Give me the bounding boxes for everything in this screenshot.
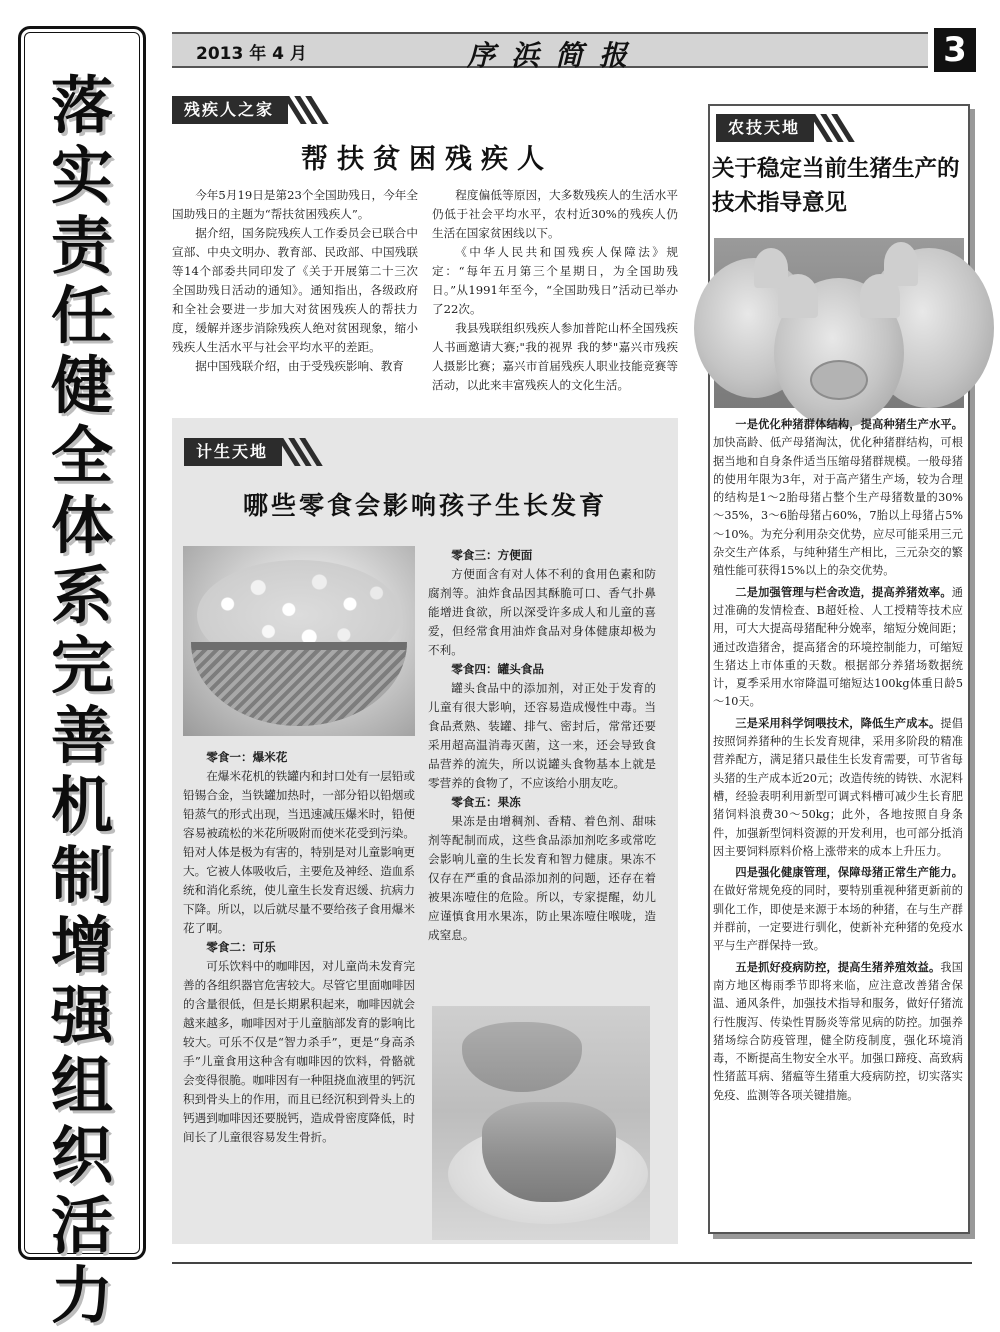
tag-stripes-icon xyxy=(818,114,851,142)
article1-column-2 xyxy=(432,186,678,395)
tag-stripes-icon xyxy=(286,438,319,466)
paragraph-text: 在做好常规免疫的同时，要特别重视种猪更新前的驯化工作，即使是来源于本场的种猪，在与生产群并群前，一定要进行驯化，使新补充种猪的免疫水平与生产群保持一致。 xyxy=(713,884,963,953)
subheading: 零食一：爆米花 xyxy=(206,750,288,764)
section-tag-agri-tech xyxy=(716,114,851,142)
page-number: 3 xyxy=(934,28,976,72)
slogan-panel xyxy=(18,26,146,1332)
subheading: 零食二：可乐 xyxy=(206,940,276,954)
article2-left-column xyxy=(183,748,415,1147)
paragraph: 罐头食品中的添加剂，对正处于发育的儿童有很大影响，还容易造成慢性中毒。当食品煮熟、装罐、排气、密封后，常常还要采用超高温消毒灭菌，这一来，还会导致食品营养的流失，所以说罐头食物基本上就是零营养的食物了，不应该给小朋友吃。 xyxy=(428,681,656,790)
subheading: 零食三：方便面 xyxy=(451,548,533,562)
article3-body xyxy=(713,416,963,1108)
section-tag-label: 残疾人之家 xyxy=(172,96,288,124)
slogan-char: 任 xyxy=(50,279,113,352)
slogan-char: 力 xyxy=(50,1259,113,1332)
paragraph-lead: 一是优化种猪群体结构，提高种猪生产水平。 xyxy=(735,418,963,431)
slogan-phrase xyxy=(51,71,113,351)
slogan-char: 组 xyxy=(50,1049,113,1122)
paragraph: 可乐饮料中的咖啡因，对儿童尚未发育完善的各组织器官危害较大。尽管它里面咖啡因的含量很低，但是长期累积起来，咖啡因就会越来越多，咖啡因对于儿童脑部发育的影响比较大。可乐不仅是“智力杀手”，更是“身高杀手”儿童食用这种含有咖啡因的饮料，骨骼就会变得很脆。咖啡因有一种阻挠血液里的钙沉积到骨头上的作用，而且已经沉积到骨头上的钙遇到咖啡因还要脱钙，造成骨密度降低，时间长了儿童很容易发生骨折。 xyxy=(183,959,415,1144)
paragraph-text: 我国南方地区梅雨季节即将来临，应注意改善猪舍保温、通风条件，加强技术指导和服务，做好仔猪流行性腹泻、传染性胃肠炎等常见病的防控。加强养猪场综合防疫管理，健全防疫制度，强化环境消毒，不断提高生物安全水平。加强口蹄疫、高致病性猪蓝耳病、猪瘟等生猪重大疫病防控，切实落实免疫、监测等各项关键措施。 xyxy=(713,960,963,1102)
article1-column-1 xyxy=(172,186,418,376)
slogan-char: 健 xyxy=(50,349,113,422)
slogan-char: 制 xyxy=(50,839,113,912)
paragraph xyxy=(713,715,963,861)
article2-right-column xyxy=(428,546,656,945)
slogan-char: 责 xyxy=(50,209,113,282)
subheading: 零食五：果冻 xyxy=(451,795,521,809)
slogan-char: 全 xyxy=(50,419,113,492)
slogan-char: 实 xyxy=(50,139,113,212)
paragraph-lead: 五是抓好疫病防控，提高生猪养殖效益。 xyxy=(735,960,941,974)
slogan-char: 织 xyxy=(50,1119,113,1192)
popcorn-photo xyxy=(183,546,415,736)
paragraph-lead: 二是加强管理与栏舍改造，提高养猪效率。 xyxy=(735,585,952,599)
paragraph: 程度偏低等原因，大多数残疾人的生活水平仍低于社会平均水平，农村近30%的残疾人仍生活在国家贫困线以下。 xyxy=(432,188,678,240)
slogan-phrase xyxy=(51,631,113,911)
paragraph: 方便面含有对人体不利的食用色素和防腐剂等。油炸食品因其酥脆可口、香气扑鼻能增进食欲，所以深受许多成人和儿童的喜爱，但经常食用油炸食品对身体健康却极为不利。 xyxy=(428,567,656,657)
section-tag-label: 农技天地 xyxy=(716,114,814,142)
jelly-photo xyxy=(432,1006,650,1240)
section-tag-label: 计生天地 xyxy=(184,438,282,466)
paragraph-lead: 四是强化健康管理，保障母猪正常生产能力。 xyxy=(735,866,963,880)
article1-title: 帮扶贫困残疾人 xyxy=(301,144,553,175)
slogan-phrase xyxy=(51,351,113,631)
paragraph xyxy=(713,584,963,712)
paragraph: 果冻是由增稠剂、香精、着色剂、甜味剂等配制而成，这些食品添加剂吃多或常吃会影响儿童的生长发育和智力健康。果冻不仅存在严重的食品添加剂的问题，还存在着被果冻噎住的危险。所以，专家提醒，幼儿应谨慎食用水果冻，防止果冻噎住喉咙，造成窒息。 xyxy=(428,814,656,942)
paragraph-text: 通过准确的发情检查、B超妊检、人工授精等技术应用，可大大提高母猪配种分娩率，缩短分娩间距；通过改造猪舍，提高猪舍的环境控制能力，可缩短生猪达上市体重的天数。根据部分养猪场数据统计，夏季采用水帘降温可缩短达100kg体重日龄5～10天。 xyxy=(713,585,963,709)
paragraph-text: 提倡按照饲养猪种的生长发育规律，采用多阶段的精准营养配方，满足猪只最佳生长发育需要，可节省每头猪的生产成本近20元；改造传统的铸铁、水泥料槽，经验表明利用新型可调式料槽可减少生长育肥猪饲料浪费30～50kg；此外，各地按照自身条件，加强新型饲料资源的开发利用，也可部分抵消因主要饲料原料价格上涨带来的成本上升压力。 xyxy=(713,716,963,858)
slogan-phrase xyxy=(51,911,113,1331)
tag-stripes-icon xyxy=(292,96,325,124)
slogan-char: 系 xyxy=(50,559,113,632)
section-tag-family-planning xyxy=(184,438,319,466)
masthead: 序浜简报 xyxy=(467,39,644,72)
slogan-char: 活 xyxy=(50,1189,113,1262)
article2-title: 哪些零食会影响孩子生长发育 xyxy=(242,491,607,520)
page-header xyxy=(172,32,928,72)
slogan-char: 落 xyxy=(50,69,113,142)
paragraph xyxy=(713,416,963,581)
paragraph: 我县残联组织残疾人参加普陀山杯全国残疾人书画邀请大赛;"我的视界 我的梦"嘉兴市残疾人摄影比赛；嘉兴市首届残疾人职业技能竞赛等活动，以此来丰富残疾人的文化生活。 xyxy=(432,321,678,392)
paragraph: 《中华人民共和国残疾人保障法》规定：“每年五月第三个星期日，为全国助残日。”从1991年至今，“全国助残日”活动已举办了22次。 xyxy=(432,245,678,316)
footer-rule xyxy=(172,1262,972,1264)
paragraph: 今年5月19日是第23个全国助残日，今年全国助残日的主题为“帮扶贫困残疾人”。 xyxy=(172,188,418,221)
slogan-char: 完 xyxy=(50,629,113,702)
paragraph xyxy=(713,864,963,955)
issue-date: 2013 年 4 月 xyxy=(196,44,307,64)
paragraph-text: 加快高龄、低产母猪淘汰，优化种猪群结构，可根据当地和自身条件适当压缩母猪群规模。一般母猪的使用年限为3年，对于高产猪生产场，较为合理的结构是1～2胎母猪占整个生产母猪数量的30%～35%，3～6胎母猪占60%，7胎以上母猪占5%～10%。为充分利用杂交优势，应尽可能采用三元杂交生产体系，与纯种猪生产相比，三元杂交的繁殖性能可获得15%以上的杂交优势。 xyxy=(713,436,963,578)
pigs-photo xyxy=(714,238,964,408)
paragraph-lead: 三是采用科学饲喂技术，降低生产成本。 xyxy=(735,716,941,730)
subheading: 零食四：罐头食品 xyxy=(451,662,544,676)
section-tag-disabled xyxy=(172,96,325,124)
paragraph: 据中国残联介绍，由于受残疾影响、教育 xyxy=(195,359,404,373)
paragraph xyxy=(713,959,963,1105)
slogan-char: 强 xyxy=(50,979,113,1052)
article3-title: 关于稳定当前生猪生产的技术指导意见 xyxy=(712,156,960,216)
paragraph: 据介绍，国务院残疾人工作委员会已联合中宣部、中央文明办、教育部、民政部、中国残联等14个部委共同印发了《关于开展第二十三次全国助残日活动的通知》。通知指出，各级政府和全社会要进一步加大对贫困残疾人的帮扶力度，缓解并逐步消除残疾人绝对贫困现象，缩小残疾人生活水平与社会平均水平的差距。 xyxy=(172,226,418,354)
slogan-char: 机 xyxy=(50,769,113,842)
paragraph: 在爆米花机的铁罐内和封口处有一层铅或铅锡合金，当铁罐加热时，一部分铅以铅烟或铅蒸气的形式出现，当迅速减压爆米时，铅便容易被疏松的米花所吸附而使米花受到污染。铅对人体是极为有害的，特别是对儿童影响更大。它被人体吸收后，主要危及神经、造血系统和消化系统，使儿童生长发育迟缓、抗病力下降。所以，以后就尽量不要给孩子食用爆米花了啊。 xyxy=(183,769,415,935)
slogan-char: 善 xyxy=(50,699,113,772)
slogan-char: 增 xyxy=(50,909,113,982)
slogan-char: 体 xyxy=(50,489,113,562)
